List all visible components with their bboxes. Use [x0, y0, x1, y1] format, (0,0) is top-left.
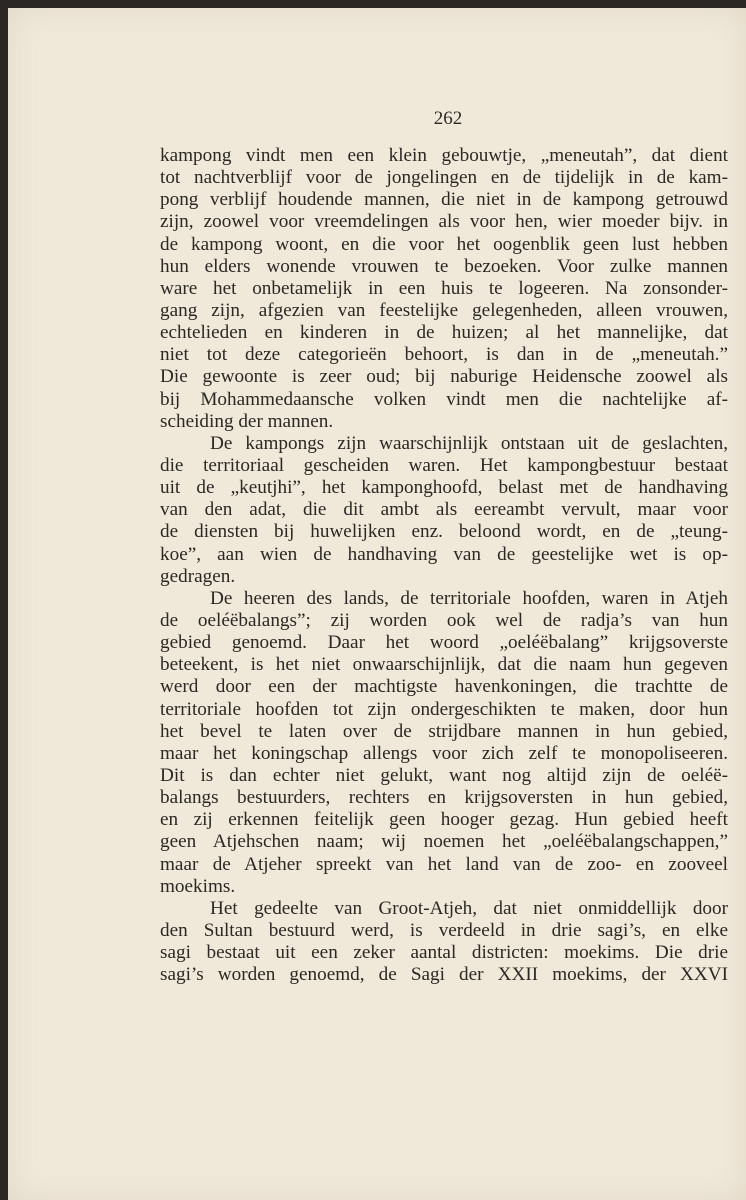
text-line: de diensten bij huwelijken enz. beloond wordt, en de „teung-	[160, 521, 728, 543]
text-line: zijn, zoowel voor vreemdelingen als voor hen, wier moeder bijv. in	[160, 211, 728, 233]
text-line: gebied genoemd. Daar het woord „oeléëbalang” krijgsoverste	[160, 632, 728, 654]
text-line: balangs bestuurders, rechters en krijgsoversten in hun gebied,	[160, 787, 728, 809]
text-line: niet tot deze categorieën behoort, is dan in de „meneutah.”	[160, 344, 728, 366]
text-line: geen Atjehschen naam; wij noemen het „oeléëbalangschappen,”	[160, 831, 728, 853]
text-line: Die gewoonte is zeer oud; bij naburige Heidensche zoowel als	[160, 366, 728, 388]
text-line: hun elders wonende vrouwen te bezoeken. Voor zulke mannen	[160, 255, 728, 277]
text-line: tot nachtverblijf voor de jongelingen en de tijdelijk in de kam-	[160, 167, 728, 189]
text-line: uit de „keutjhi”, het kamponghoofd, belast met de handhaving	[160, 477, 728, 499]
text-line: scheiding der mannen.	[160, 410, 334, 432]
text-line: de kampong woont, en die voor het oogenblik geen lust hebben	[160, 233, 728, 255]
text-line: beteekent, is het niet onwaarschijnlijk, dat die naam hun gegeven	[160, 654, 728, 676]
body-text	[160, 145, 728, 986]
text-line: De heeren des lands, de territoriale hoofden, waren in Atjeh	[210, 587, 728, 609]
text-line: den Sultan bestuurd werd, is verdeeld in drie sagi’s, en elke	[160, 919, 728, 941]
text-line: werd door een der machtigste havenkoningen, die trachtte de	[160, 676, 728, 698]
text-line: gedragen.	[160, 565, 236, 587]
text-line: De kampongs zijn waarschijnlijk ontstaan uit de geslachten,	[210, 432, 728, 454]
text-line: en zij erkennen feitelijk geen hooger gezag. Hun gebied heeft	[160, 809, 728, 831]
text-line: maar het koningschap allengs voor zich zelf te monopoliseeren.	[160, 742, 728, 764]
text-line: kampong vindt men een klein gebouwtje, „meneutah”, dat dient	[160, 145, 728, 166]
text-line: gang zijn, afgezien van feestelijke gelegenheden, alleen vrouwen,	[160, 299, 728, 321]
text-line: echtelieden en kinderen in de huizen; al het mannelijke, dat	[160, 322, 728, 344]
text-line: de oeléëbalangs”; zij worden ook wel de radja’s van hun	[160, 609, 728, 631]
text-line: die territoriaal gescheiden waren. Het kampongbestuur bestaat	[160, 454, 728, 476]
text-line: het bevel te laten over de strijdbare mannen in hun gebied,	[160, 720, 728, 742]
text-line: territoriale hoofden tot zijn ondergeschikten te maken, door hun	[160, 698, 728, 720]
page-number: 262	[433, 108, 463, 129]
text-line: pong verblijf houdende mannen, die niet in de kampong getrouwd	[160, 189, 728, 211]
text-line: ware het onbetamelijk in een huis te logeeren. Na zonsonder-	[160, 277, 728, 299]
text-line: van den adat, die dit ambt als eereambt vervult, maar voor	[160, 499, 728, 521]
text-line: sagi’s worden genoemd, de Sagi der XXII moekims, der XXVI	[160, 964, 728, 986]
text-line: koe”, aan wien de handhaving van de geestelijke wet is op-	[160, 543, 728, 565]
text-line: Het gedeelte van Groot-Atjeh, dat niet onmiddellijk door	[210, 897, 728, 919]
text-line: Dit is dan echter niet gelukt, want nog altijd zijn de oeléë-	[160, 764, 728, 786]
book-page	[8, 8, 746, 1200]
text-line: sagi bestaat uit een zeker aantal districten: moekims. Die drie	[160, 942, 728, 964]
text-line: moekims.	[160, 875, 236, 897]
text-line: bij Mohammedaansche volken vindt men die nachtelijke af-	[160, 388, 728, 410]
text-line: maar de Atjeher spreekt van het land van de zoo- en zooveel	[160, 853, 728, 875]
